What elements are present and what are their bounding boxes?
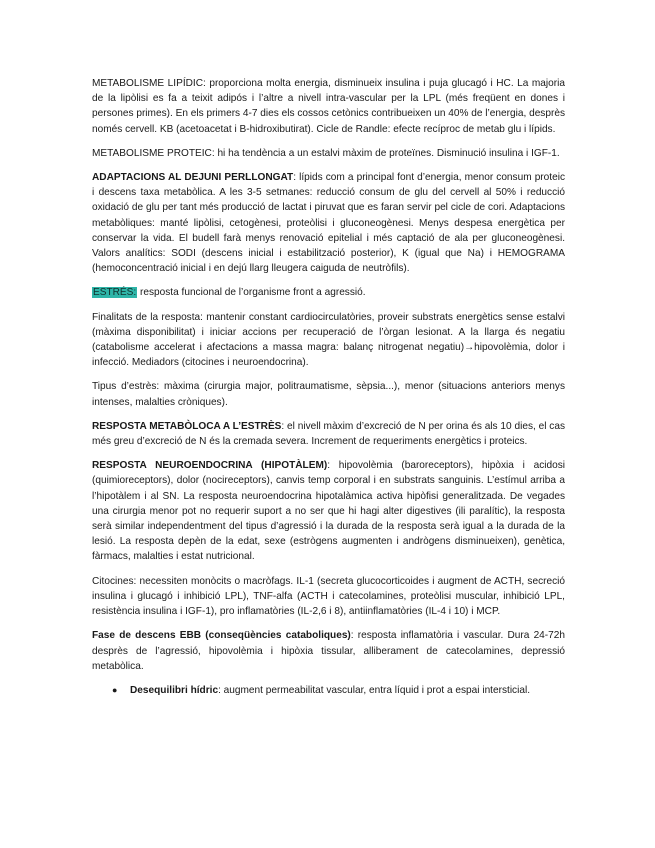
paragraph-citocines	[92, 574, 565, 620]
paragraph-text: Finalitats de la resposta: mantenir constant cardiocirculatòries, proveir substrats energètics sense estalvi (màxima disponibilitat) i iniciar accions per recuperació de l’òrgan lesionat. A la llarga és negatiu (catabolisme accelerat i afectacions a massa magra: balanç nitrogenat negatiu)	[92, 311, 565, 354]
bullet-icon: ●	[112, 684, 118, 695]
paragraph-text: Citocines: necessiten monòcits o macròfags. IL-1 (secreta glucocorticoides i augment de ACTH, secreció insulina i glucagó i inhibició LPL), TNF-alfa (ACTH i catecolamines, proteòlisi muscular, inhibició LPL, resistència insulina i IGF-1), pro inflamatòries (IL-2,6 i 8), antiinflamatòries (IL-4 i 10) i MCP.	[92, 575, 565, 618]
paragraph-text: resposta funcional de l’organisme front a agressió.	[137, 287, 366, 299]
section-heading: RESPOSTA NEUROENDOCRINA (HIPOTÀLEM)	[92, 460, 328, 472]
paragraph-finalitats	[92, 310, 565, 371]
paragraph-text: : el nivell màxim d’excreció de N per orina és als 10 dies, el cas més greu d’excreció de N és la cremada severa. Increment de requeriments energètics i proteics.	[92, 420, 566, 448]
paragraph-text: hipovolèmia, dolor i infecció. Mediadors (citocines i neuroendocrina).	[92, 342, 566, 369]
list-item-heading: Desequilibri hídric	[130, 684, 219, 696]
paragraph-metabolisme-lipidic	[92, 76, 565, 137]
paragraph-adaptacions-dejuni	[92, 170, 565, 276]
section-heading: ADAPTACIONS AL DEJUNI PERLLONGAT	[92, 172, 294, 184]
paragraph-estres	[92, 285, 565, 300]
list-item-text: : augment permeabilitat vascular, entra líquid i prot a espai intersticial.	[218, 684, 531, 696]
paragraph-text: Tipus d’estrès: màxima (cirurgia major, politraumatisme, sèpsia...), menor (situacions anteriors menys intenses, malalties cròniques).	[92, 381, 565, 408]
section-heading: Fase de descens EBB (conseqüències cataboliques)	[92, 630, 351, 642]
paragraph-text: : hipovolèmia (baroreceptors), hipòxia i acidosi (quimioreceptors), dolor (nocireceptors), canvis temp corporal i en substrats sanguinis. L’estímul arriba a l’hipotàlem i al SN. La resposta neuroendocrina hipotalàmica activa hipòfisi generalitzada. De vegades una cirurgia menor pot no requerir suport a no ser que hi hagi alter digestives (ili paralític), la resposta serà similar independentment del tipus d’agressió i la durada de la resposta serà igual a la durada de la lesió. La resposta depèn de la edat, sexe (estrògens augmenten i andrògens disminueixen), genètica, fàrmacs, malalties i estat nutricional.	[92, 460, 565, 563]
highlighted-term: ESTRÉS:	[93, 287, 137, 299]
paragraph-resposta-metabolica	[92, 419, 565, 449]
arrow-symbol: →	[464, 342, 475, 354]
paragraph-fase-ebb	[92, 628, 565, 674]
paragraph-text: METABOLISME PROTEIC: hi ha tendència a un estalvi màxim de proteïnes. Disminució insulina i IGF-1.	[92, 147, 560, 159]
paragraph-metabolisme-proteic	[92, 146, 565, 161]
list-item	[92, 683, 565, 698]
bullet-list	[92, 683, 565, 698]
section-heading: RESPOSTA METABÒLOCA A L’ESTRÈS	[92, 420, 282, 432]
paragraph-text: : lípids com a principal font d’energia, menor consum proteic i descens taxa metabòlica. A les 3-5 setmanes: reducció consum de glu del cervell al 50% i reducció oxidació de glu per tant més producció de lactat i piruvat que es faran servir pel cicle de cori. Adaptacions metabòliques: manté lipòlisi, cetogènesi, proteòlisi i gluconeogènesi. Menys despesa energètica per conservar la vida. El budell farà menys renovació epitelial i més captació de ala per gluconeogènesi. Valors analítics: SODI (descens inicial i estabilització posterior), K (igual que Na) i HEMOGRAMA (hemoconcentració inicial i en dejú llarg lleugera caiguda de neutròfils).	[92, 172, 565, 275]
paragraph-resposta-neuroendocrina	[92, 458, 565, 564]
paragraph-tipus-estres	[92, 379, 565, 409]
paragraph-text: : resposta inflamatòria i vascular. Dura 24-72h desprès de l’agressió, hipovolèmia i hipòxia tissular, alliberament de catecolamines, depressió metabòlica.	[92, 630, 565, 672]
paragraph-text: METABOLISME LIPÍDIC: proporciona molta energia, disminueix insulina i puja glucagó i HC. La majoria de la lipòlisi es fa a teixit adipós i l’altre a nivell intra-vascular per la LPL (més freqüent en dones i persones primes). En els primers 4-7 dies els cossos cetònics contribueixen un 40% de l’energia, desprès només cervell. KB (acetoacetat i B-hidroxibutirat). Cicle de Randle: efecte recíproc de metab glu i lípids.	[92, 78, 565, 135]
